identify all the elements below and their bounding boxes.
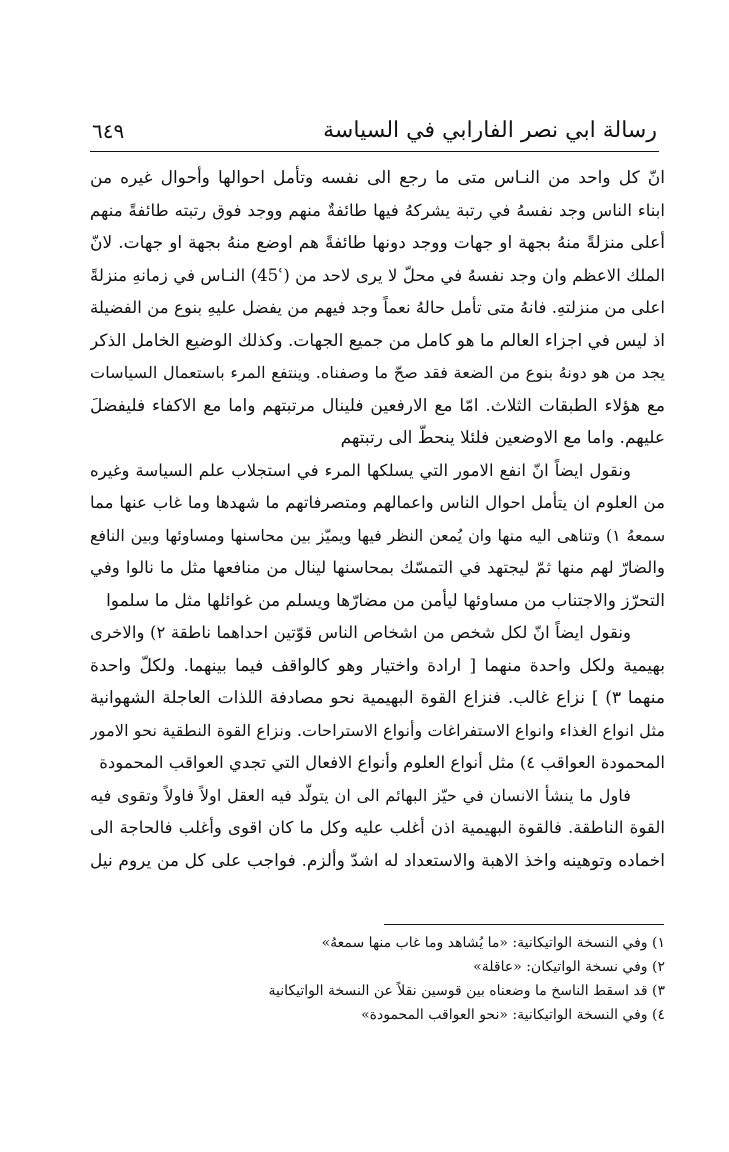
text-line: مثل انواع الغذاء وانواع الاستفراغات وأنواع الاستراحات. ونزاع القوة النطقية نحو الامور	[90, 720, 665, 740]
text-line: اذ ليس في اجزاء العالم ما هو كامل من جميع الجهات. وكذلك الوضيع الخامل الذكر	[90, 330, 665, 351]
text-line: الملك الاعظم وان وجد نفسهُ في محلّ لا يرى لاحد من (45ʿ) النـاس في زمانهِ منزلةً	[90, 265, 665, 285]
text-line: من العلوم ان يتأمل احوال الناس واعمالهم ومتصرفاتهم ما شهدها وما غاب عنها مما	[90, 493, 665, 512]
text-line: أعلى منزلةً منهُ بجهة او جهات ووجد دونها طائفةً هم اوضع منهُ بجهة او جهات. لانّ	[90, 233, 665, 253]
footnote: ١) وفي النسخة الواتيكانية: «ما يُشاهد وما غاب منها سمعهُ»	[321, 935, 665, 951]
header-rule	[90, 151, 659, 152]
text-line: ابناء الناس وجد نفسهُ في رتبة يشركهُ فيها طائفةٌ منهم ووجد فوق رتبته طائفةً منهم	[90, 200, 665, 220]
text-line: المحمودة العواقب ٤) مثل أنواع العلوم وأنواع الافعال التي تجدي العواقب المحمودة	[99, 753, 665, 772]
text-line: اعلى من منزلتهِ. فانهُ متى تأمل حالهُ نعماً وجد فيهم من يفضل عليهِ بنوع من الفضيلة	[90, 298, 665, 317]
text-line: اخماده وتوهينه واخذ الاهبة والاستعداد له اشدّ وألزم. فواجب على كل من يروم نيل	[90, 850, 665, 871]
text-line: ونقول ايضاً انّ انفع الامور التي يسلكها المرء في استجلاب علم السياسة وغيره	[90, 460, 631, 480]
text-line: والضارّ لهم منها ثمّ ليجتهد في التمسّك بمحاسنها لينال من منافعها مثل ما نالوا وفي	[90, 558, 665, 577]
text-line: ونقول ايضاً انّ لكل شخص من اشخاص الناس قوّتين احداهما ناطقة ٢) والاخرى	[90, 623, 631, 642]
page-header	[92, 112, 657, 146]
text-line: منهما ٣) ] نزاع غالب. فنزاع القوة البهيمية نحو مصادفة اللذات العاجلة الشهوانية	[90, 688, 665, 708]
text-line: القوة الناطقة. فالقوة البهيمية اذن أغلب عليه وكل ما كان اقوى وأغلب فالحاجة الى	[90, 818, 665, 837]
text-line: انّ كل واحد من النـاس متى ما رجع الى نفسه وتأمل احوالها وأحوال غيره من	[90, 168, 665, 188]
text-line: سمعهُ ١) وتناهى اليه منها وان يُمعن النظر فيها ويميّز بين محاسنها ومساوئها وبين النافع	[90, 525, 665, 545]
footnote: ٤) وفي النسخة الواتيكانية: «نحو العواقب المحمودة»	[361, 1007, 665, 1023]
body-text	[90, 162, 665, 877]
text-line: التحرّز والاجتناب من مساوئها ليأمن من مضارّها ويسلم من غوائلها مثل ما سلموا	[106, 590, 665, 611]
footnote: ٢) وفي نسخة الواتيكان: «عاقلة»	[473, 959, 665, 975]
footnote-rule	[384, 924, 664, 925]
page-number: ٦٤٩	[92, 119, 125, 143]
text-line: عليهم. واما مع الاوضعين فلئلا ينحطّ الى رتبتهم	[340, 428, 665, 448]
footnotes	[200, 931, 665, 1027]
running-title: رسالة ابي نصر الفارابي في السياسة	[323, 118, 657, 143]
text-line: فاول ما ينشأ الانسان في حيّز البهائم الى ان يتولّد فيه العقل اولاً فاولاً وتقوى فيه	[90, 785, 631, 805]
text-line: مع هؤلاء الطبقات الثلاث. امّا مع الارفعين فلينال مرتبتهم واما مع الاكفاء فليفضلَ	[90, 395, 665, 416]
text-line: بهيمية ولكل واحدة منهما [ ارادة واختيار وهو كالواقف فيما بينهما. ولكلّ واحدة	[90, 655, 665, 676]
text-line: يجد من هو دونهُ بنوع من الضعة فقد صحّ ما وصفناه. وينتفع المرء باستعمال السياسات	[90, 363, 665, 382]
footnote: ٣) قد اسقط الناسخ ما وضعناه بين قوسين نقلاً عن النسخة الواتيكانية	[268, 983, 665, 999]
